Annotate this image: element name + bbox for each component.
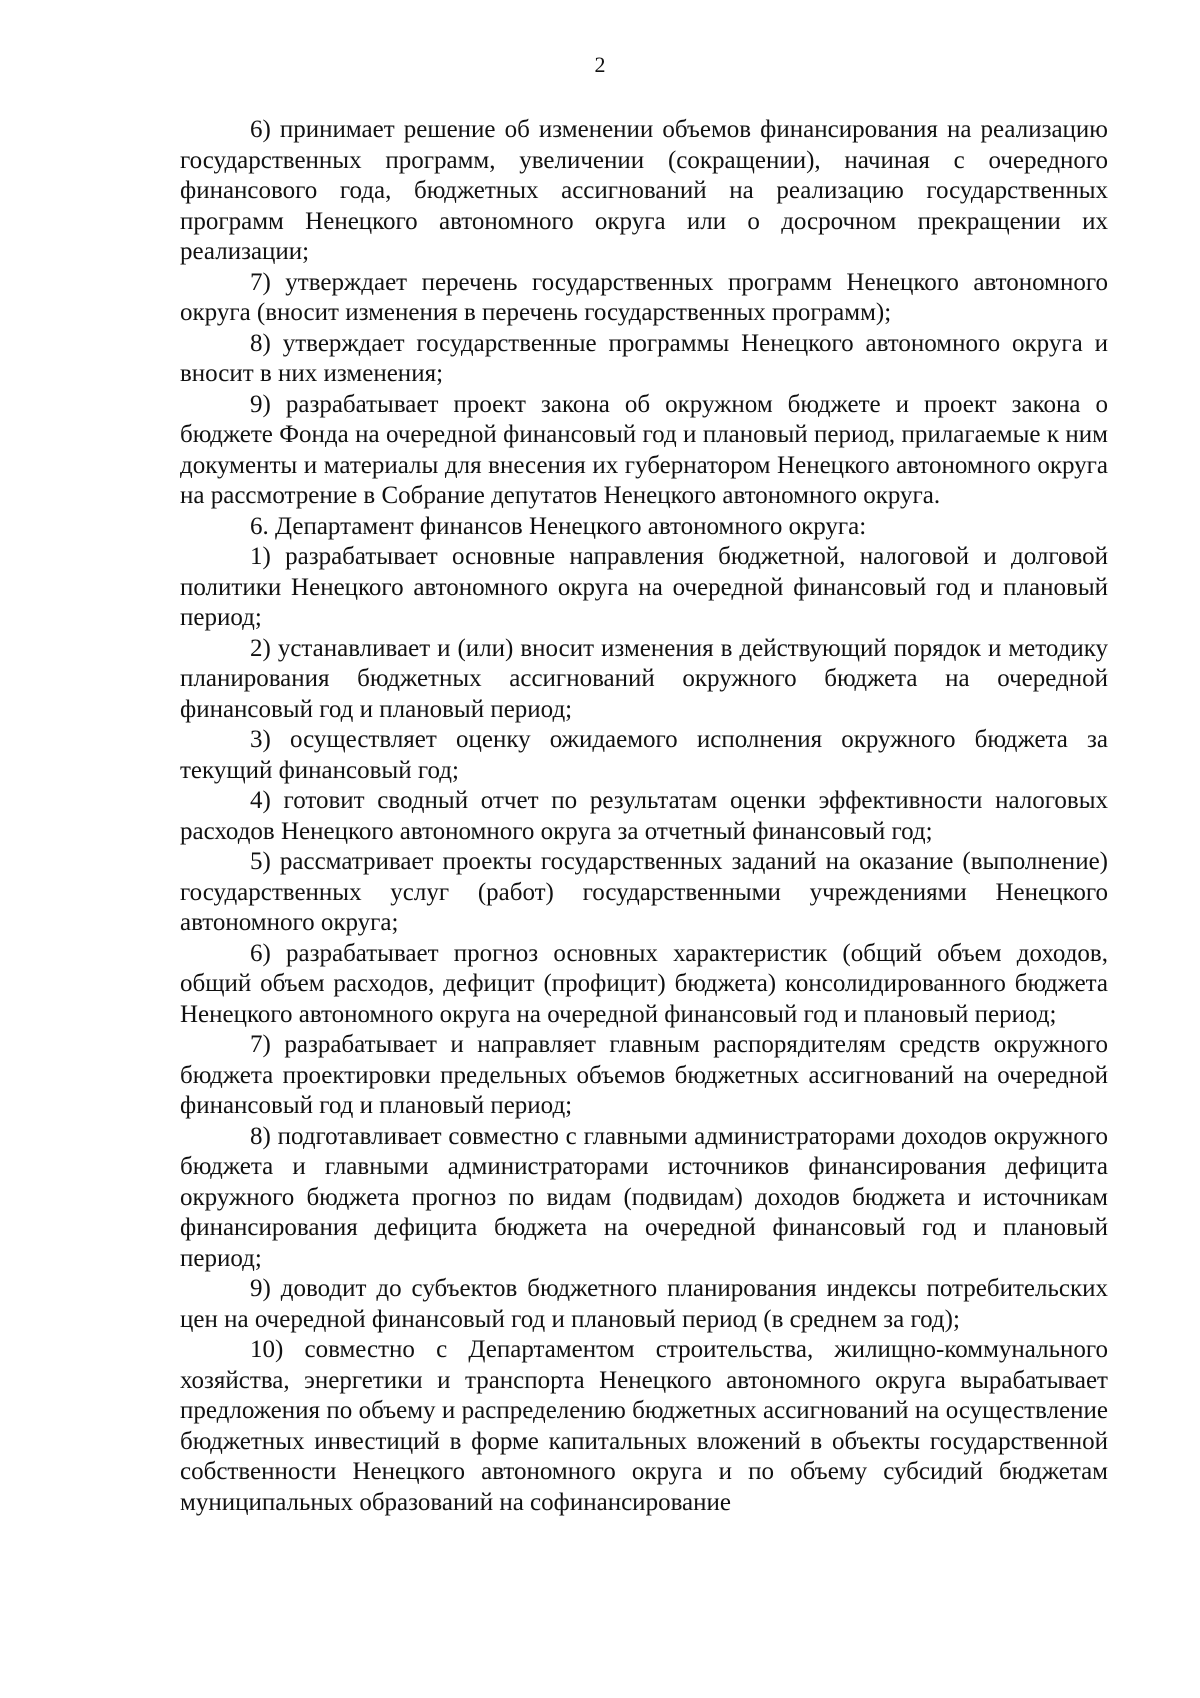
paragraph: 6) разрабатывает прогноз основных характеристик (общий объем доходов, общий объем расходов, дефицит (профицит) бюджета) консолидированного бюджета Ненецкого автономного округа на очередной финансовый год и плановый период;	[180, 939, 1108, 1028]
paragraph: 7) утверждает перечень государственных программ Ненецкого автономного округа (вносит изменения в перечень государственных программ);	[180, 268, 1108, 326]
paragraph: 3) осуществляет оценку ожидаемого исполнения окружного бюджета за текущий финансовый год;	[180, 726, 1108, 784]
paragraph: 7) разрабатывает и направляет главным распорядителям средств окружного бюджета проектировки предельных объемов бюджетных ассигнований на очередной финансовый год и плановый период;	[180, 1031, 1108, 1119]
paragraph: 4) готовит сводный отчет по результатам оценки эффективности налоговых расходов Ненецкого автономного округа за отчетный финансовый год;	[180, 787, 1108, 845]
paragraph: 10) совместно с Департаментом строительства, жилищно-коммунального хозяйства, энергетики и транспорта Ненецкого автономного округа вырабатывает предложения по объему и распределению бюджетных ассигнований на осуществление бюджетных инвестиций в форме капитальных вложений в объекты государственной собственности Ненецкого автономного округа и по объему субсидий бюджетам муниципальных образований на софинансирование	[180, 1336, 1108, 1516]
paragraph: 2) устанавливает и (или) вносит изменения в действующий порядок и методику планирования бюджетных ассигнований окружного бюджета на очередной финансовый год и плановый период;	[180, 634, 1108, 723]
paragraph: 5) рассматривает проекты государственных заданий на оказание (выполнение) государственных услуг (работ) государственными учреждениями Ненецкого автономного округа;	[180, 848, 1108, 936]
paragraph: 9) разрабатывает проект закона об окружном бюджете и проект закона о бюджете Фонда на очередной финансовый год и плановый период, прилагаемые к ним документы и материалы для внесения их губернатором Ненецкого автономного округа на рассмотрение в Собрание депутатов Ненецкого автономного округа.	[180, 390, 1108, 509]
paragraph: 6) принимает решение об изменении объемов финансирования на реализацию государственных программ, увеличении (сокращении), начиная с очередного финансового года, бюджетных ассигнований на реализацию государственных программ Ненецкого автономного округа или о досрочном прекращении их реализации;	[180, 116, 1108, 265]
paragraph: 8) утверждает государственные программы Ненецкого автономного округа и вносит в них изменения;	[180, 329, 1108, 387]
paragraph: 8) подготавливает совместно с главными администраторами доходов окружного бюджета и главными администраторами источников финансирования дефицита окружного бюджета прогноз по видам (подвидам) доходов бюджета и источникам финансирования дефицита бюджета на очередной финансовый год и плановый период;	[180, 1122, 1108, 1272]
paragraph: 9) доводит до субъектов бюджетного планирования индексы потребительских цен на очередной финансовый год и плановый период (в среднем за год);	[180, 1275, 1108, 1333]
section-heading: 6. Департамент финансов Ненецкого автономного округа:	[250, 512, 867, 540]
paragraph: 1) разрабатывает основные направления бюджетной, налоговой и долговой политики Ненецкого автономного округа на очередной финансовый год и плановый период;	[180, 543, 1108, 631]
document-body	[180, 115, 1108, 1518]
page-number: 2	[594, 52, 606, 77]
